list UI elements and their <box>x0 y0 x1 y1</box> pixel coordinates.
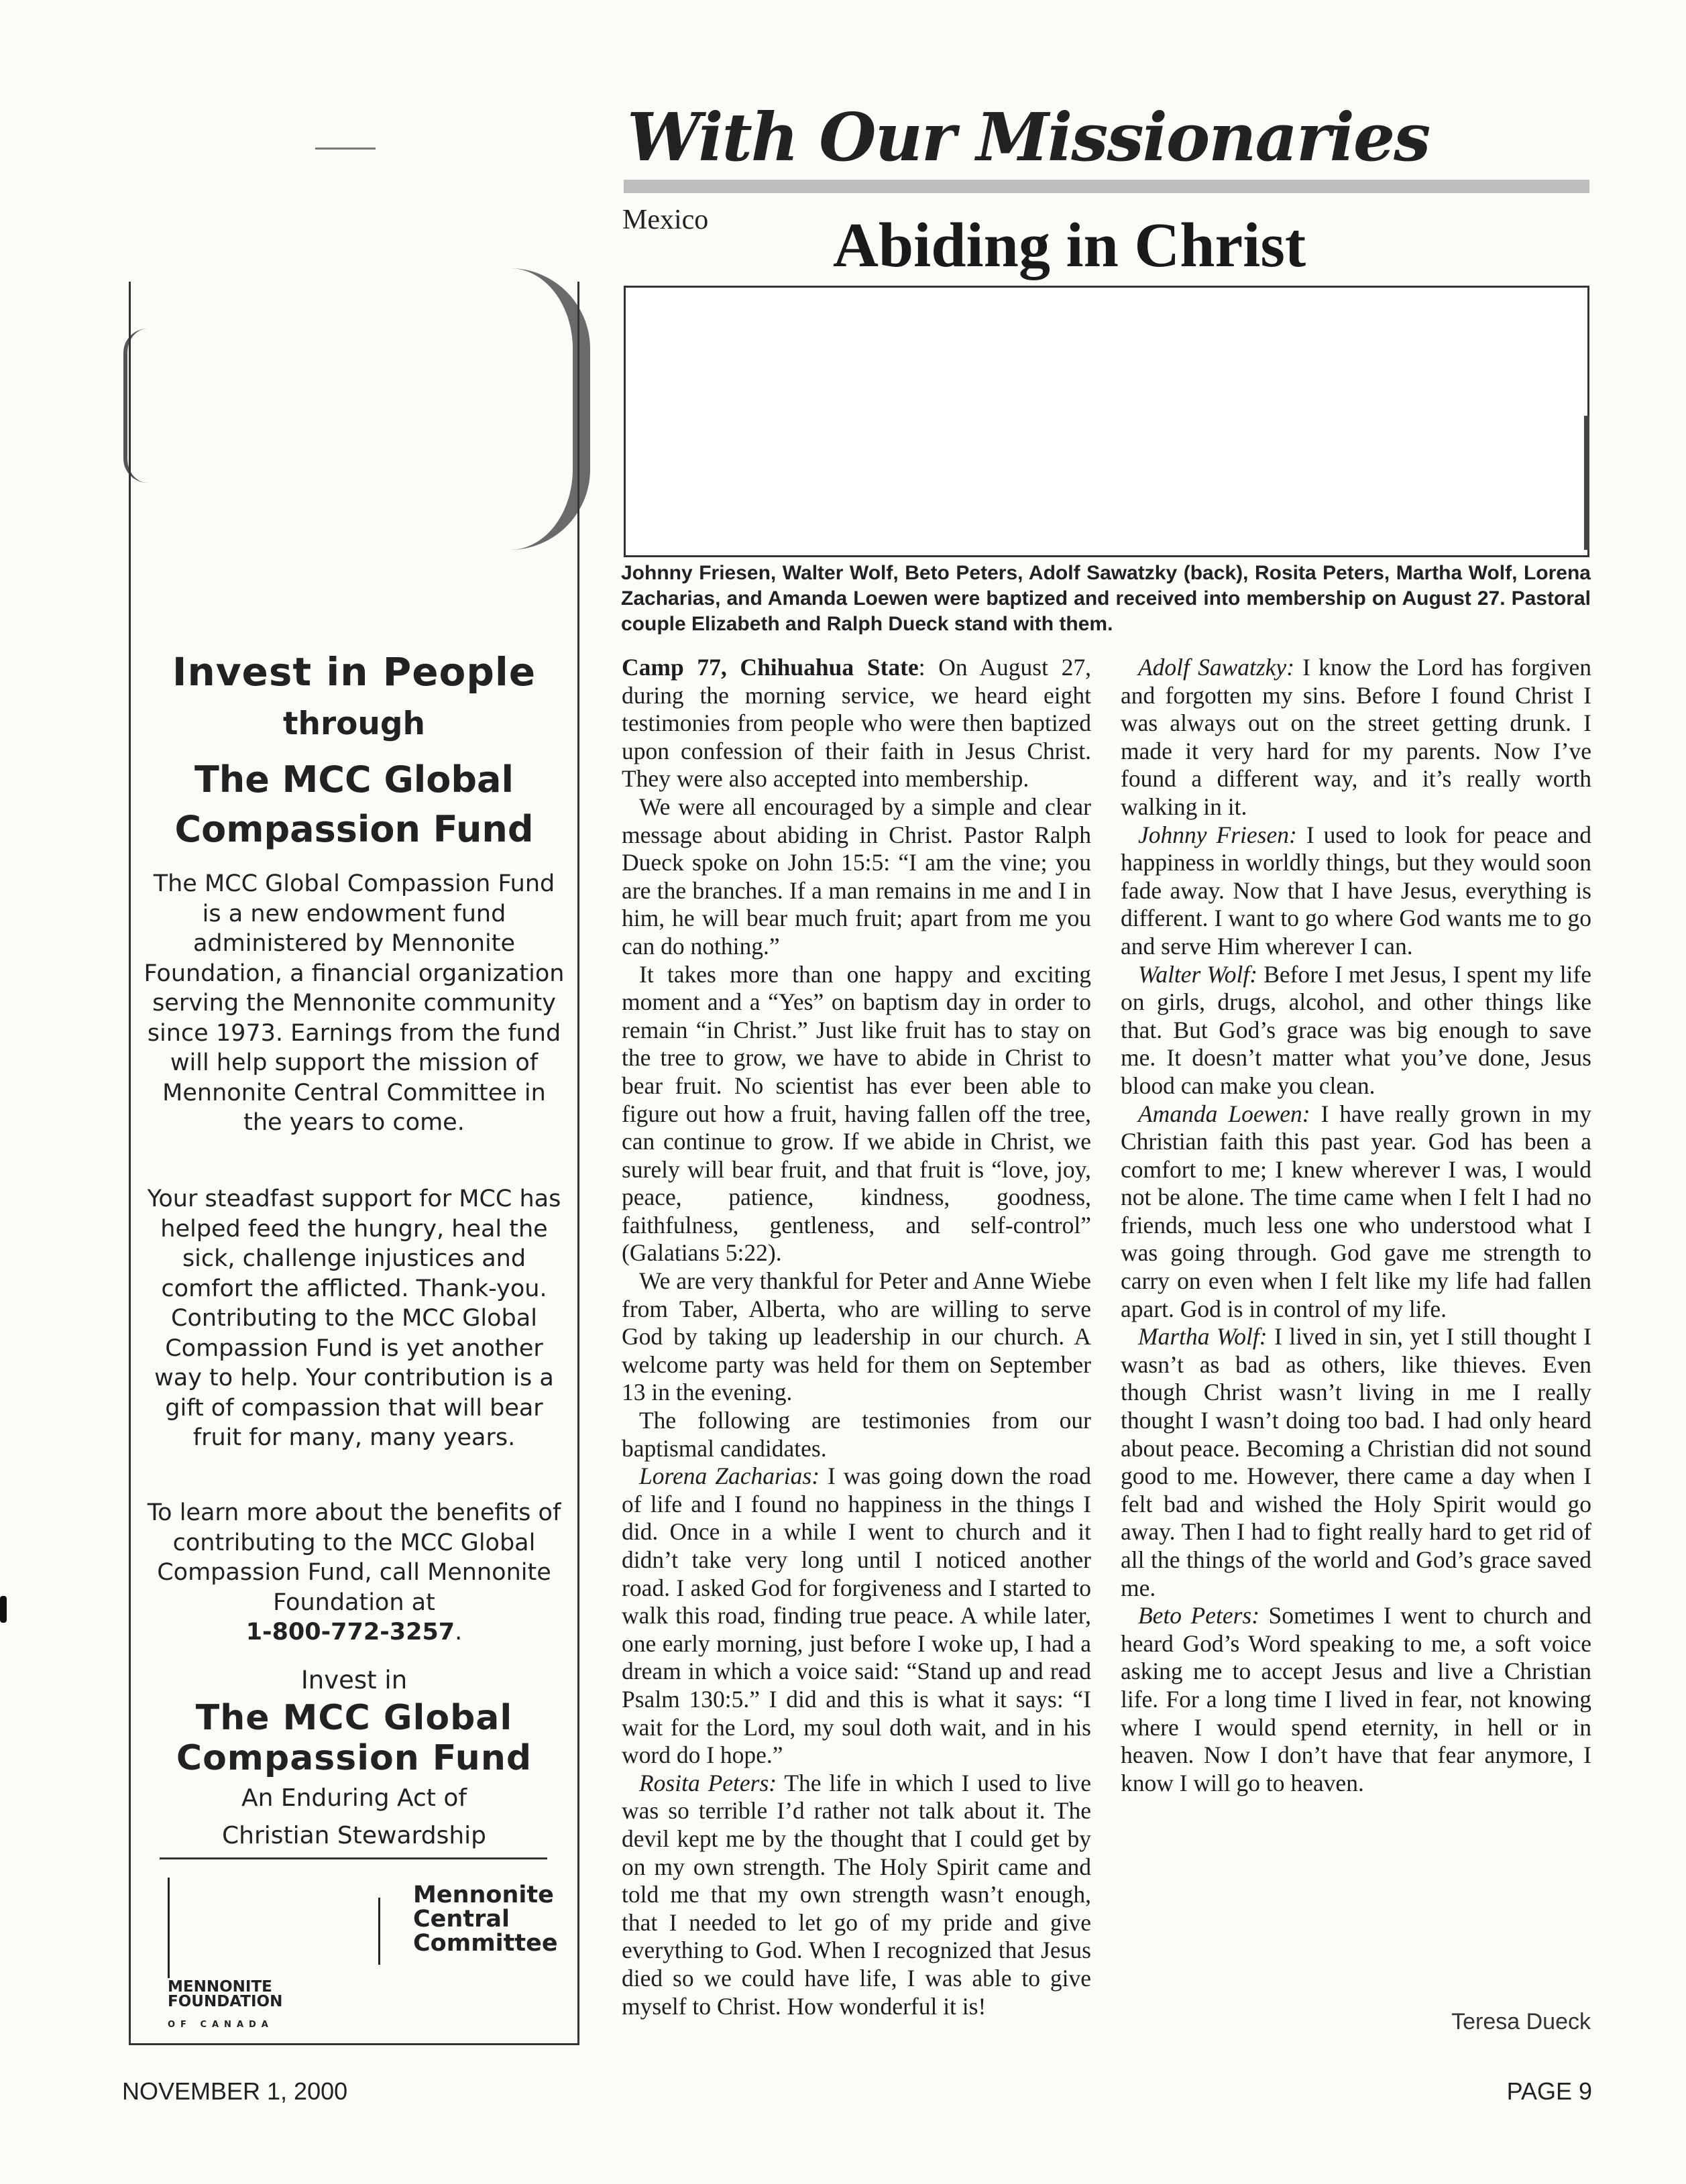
group-photo <box>624 286 1589 557</box>
testimony-text: I know the Lord has forgiven and forgotten my sins. Before I found Christ I was always out on the street getting drunk. I made it very hard for my parents. Now I’ve found a different way, and it’s really worth walking in it. <box>1121 654 1591 820</box>
testimony-text: Before I met Jesus, I spent my life on girls, drugs, alcohol, and other things like that. But God’s grace was big enough to save me. It doesn’t matter what you’ve done, Jesus blood can make you clean. <box>1121 960 1591 1099</box>
ad-phone-number: 1-800-772-3257 <box>245 1619 455 1646</box>
paragraph: We were all encouraged by a simple and clear message about abiding in Christ. Pastor Ralph Dueck spoke on John 15:5: “I am the vine; you are the branches. If a man remains in me and I in him, he will bear much fruit; apart from me you can do nothing.” <box>622 793 1091 960</box>
mennonite-foundation-logo <box>168 1878 182 1978</box>
photo-edge <box>1584 416 1589 550</box>
testimony <box>1121 1602 1591 1797</box>
ad-fund-name <box>141 1698 567 1778</box>
speaker-name: Johnny Friesen: <box>1138 821 1297 848</box>
ad-heading: Invest in People <box>172 649 537 695</box>
testimony-text: The life in which I used to live was so terrible I’d rather not talk about it. The devil kept me by the thought that I could get by on my own strength. The Holy Spirit came and told me that my own strength wasn’t enough, that I needed to let go of my pride and give everything to God. When I recognized that Jesus died so we could have life, I was able to give myself to Christ. How wonderful it is! <box>622 1769 1091 2020</box>
country-label: Mexico <box>622 205 709 235</box>
scan-mark <box>0 1596 7 1623</box>
testimony-text: I was going down the road of life and I found no happiness in the things I did. Once in a while I went to church and it didn’t take very long until I noticed another road. I asked God for forgiveness and I started to walk this road, finding true peace. A while later, one early morning, just before I woke up, I had a dream in which a voice said: “Stand up and read Psalm 130:5.” I did and this is what it says: “I wait for the Lord, my soul doth wait, and in his word do I hope.” <box>622 1462 1091 1769</box>
testimony <box>1121 1323 1591 1602</box>
testimony <box>1121 1100 1591 1324</box>
ad-paragraph: The MCC Global Compassion Fund is a new endowment fund administered by Mennonite Foundation, a financial organization serving the Mennonite community since 1973. Earnings from the fund will help support the mission of Mennonite Central Committee in the years to come. <box>144 870 565 1136</box>
logo-text-line: Committee <box>413 1930 558 1957</box>
header-bar <box>624 180 1589 193</box>
logo-text-line: MENNONITE <box>168 1978 272 1996</box>
article-column <box>622 654 1091 2020</box>
paragraph-text: : On August 27, during the morning service, we heard eight testimonies from people who were then baptized upon confession of their faith in Jesus Christ. They were also accepted into membership. <box>622 654 1091 793</box>
ad-invest-label: Invest in <box>300 1666 408 1694</box>
testimony-text: I lived in sin, yet I still thought I wasn’t as bad as others, like thieves. Even though Christ wasn’t living in me I really thought I wasn’t doing too bad. I had only heard about peace. Becoming a Christian did not sound good to me. However, there came a day when I felt bad and wished the Holy Spirit would go away. Then I had to fight really hard to get rid of all the things of the world and God’s grace saved me. <box>1121 1323 1591 1601</box>
ad-fund-name <box>141 755 567 854</box>
ad-contact-text: To learn more about the benefits of contributing to the MCC Global Compassion Fund, call Mennonite Foundation at <box>147 1499 561 1616</box>
testimony <box>1121 961 1591 1100</box>
mcc-logo-text <box>413 1883 558 1955</box>
issue-date: NOVEMBER 1, 2000 <box>122 2077 348 2105</box>
testimony <box>1121 821 1591 961</box>
article-column <box>1121 654 1591 1797</box>
ad-subheading: through <box>283 705 425 742</box>
ad-phone-period: . <box>455 1619 463 1646</box>
ad-tagline <box>141 1780 567 1855</box>
ad-fund-name-line: The MCC Global <box>194 758 514 801</box>
paragraph: We are very thankful for Peter and Anne Wiebe from Taber, Alberta, who are willing to serve God by taking up leadership in our church. A welcome party was held for them on September 13 in the evening. <box>622 1267 1091 1406</box>
paragraph: It takes more than one happy and exciting moment and a “Yes” on baptism day in order to remain “in Christ.” Just like fruit has to stay on the tree to grow, we have to abide in Christ to bear fruit. No scientist has ever been able to figure out how a fruit, having fallen off the tree, can continue to grow. If we abide in Christ, we surely will bear fruit, and that fruit is “love, joy, peace, patience, kindness, goodness, faithfulness, gentleness, and self-control” (Galatians 5:22). <box>622 960 1091 1267</box>
paragraph: The following are testimonies from our baptismal candidates. <box>622 1407 1091 1462</box>
page-number: PAGE 9 <box>1506 2077 1592 2105</box>
testimony <box>622 1770 1091 2020</box>
speaker-name: Beto Peters: <box>1138 1602 1260 1629</box>
testimony <box>1121 654 1591 821</box>
speaker-name: Walter Wolf: <box>1138 960 1258 988</box>
speaker-name: Rosita Peters: <box>639 1769 777 1796</box>
speaker-name: Martha Wolf: <box>1138 1323 1268 1350</box>
divider <box>160 1857 547 1859</box>
section-title: With Our Missionaries <box>627 99 1430 176</box>
ad-fund-name-line: Compassion Fund <box>176 1738 532 1778</box>
logo-text-line: FOUNDATION <box>168 1993 283 2010</box>
paragraph <box>622 654 1091 793</box>
dateline: Camp 77, Chihuahua State <box>622 654 919 681</box>
ad-fund-name-line: The MCC Global <box>195 1698 513 1738</box>
testimony-text: I used to look for peace and happiness in worldly things, but they would soon fade away. Now that I have Jesus, everything is different. I want to go where God wants me to go and serve Him wherever I can. <box>1121 821 1592 960</box>
testimony-text: I have really grown in my Christian faith this past year. God has been a comfort to me; I knew wherever I was, I would not be alone. The time came when I felt I had no friends, much less one who understood what I was going through. God gave me strength to carry on even when I felt like my life had fallen apart. God is in control of my life. <box>1121 1100 1591 1322</box>
speaker-name: Amanda Loewen: <box>1138 1100 1310 1127</box>
logo-text-line: OF CANADA <box>168 2020 274 2030</box>
divider <box>315 148 376 150</box>
photo-caption: Johnny Friesen, Walter Wolf, Beto Peters, Adolf Sawatzky (back), Rosita Peters, Martha Wolf, Lorena Zacharias, and Amanda Loewen were baptized and received into membership on August 27. Pastoral couple Elizabeth and Ralph Dueck stand with them. <box>621 562 1591 635</box>
mcc-logo <box>349 1898 380 1965</box>
ad-tagline-line: Christian Stewardship <box>221 1822 486 1849</box>
logo-text-line: Mennonite <box>413 1882 554 1908</box>
ad-paragraph: Your steadfast support for MCC has helped feed the hungry, heal the sick, challenge injustices and comfort the afflicted. Thank-you. Contributing to the MCC Global Compassion Fund is yet another way to help. Your contribution is a gift of compassion that will bear fruit for many, many years. <box>147 1186 561 1451</box>
author-byline: Teresa Dueck <box>1451 2009 1591 2034</box>
speaker-name: Adolf Sawatzky: <box>1138 654 1295 681</box>
ad-contact <box>141 1498 567 1648</box>
testimony-text: Sometimes I went to church and heard God’s Word speaking to me, a soft voice asking me to accept Jesus and live a Christian life. For a long time I lived in fear, not knowing where I would spend eternity, in hell or in heaven. Now I don’t have that fear anymore, I know I will go to heaven. <box>1121 1602 1591 1796</box>
article-title: Abiding in Christ <box>833 211 1306 280</box>
mennonite-foundation-logo-text <box>168 1979 282 2009</box>
logo-text-line: Central <box>413 1906 510 1933</box>
speaker-name: Lorena Zacharias: <box>639 1462 820 1490</box>
testimony <box>622 1462 1091 1770</box>
ad-fund-name-line: Compassion Fund <box>174 808 534 850</box>
ad-tagline-line: An Enduring Act of <box>241 1784 467 1812</box>
